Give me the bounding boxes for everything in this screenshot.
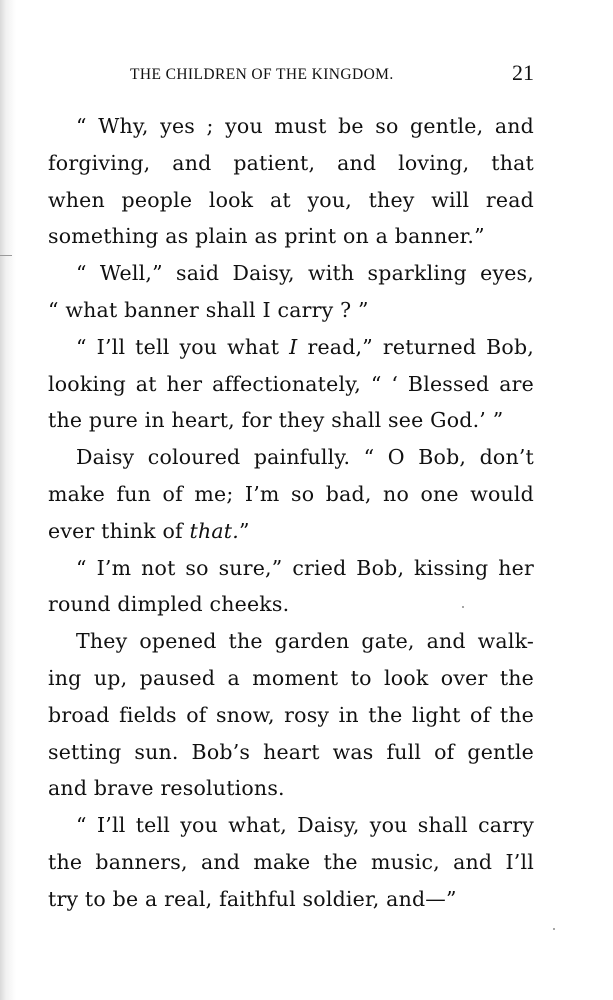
page-edge-mark (0, 255, 12, 256)
text-segment: Daisy coloured painfully. “ O Bob, don’t (76, 445, 534, 470)
text-line (48, 770, 534, 807)
page-header (48, 60, 534, 88)
text-segment: the banners, and make the music, and I’ll (48, 849, 534, 874)
text-segment: “ I’m not so sure,” cried Bob, kissing her (76, 555, 534, 580)
text-segment: something as plain as print on a banner.” (48, 224, 485, 249)
body-text (48, 108, 534, 918)
text-line (48, 292, 534, 329)
text-line (48, 145, 534, 182)
text-segment: forgiving, and patient, and loving, that (48, 150, 534, 175)
text-segment: “ I’ll tell you what, Daisy, you shall carry (76, 813, 534, 838)
text-segment: “ Well,” said Daisy, with sparkling eyes, (76, 261, 534, 286)
text-line (48, 513, 534, 550)
text-line (48, 218, 534, 255)
running-title: THE CHILDREN OF THE KINGDOM. (130, 66, 394, 83)
italic-text: that. (189, 518, 239, 543)
italic-text: I (289, 334, 298, 359)
text-line (48, 881, 534, 918)
page-number: 21 (512, 60, 534, 85)
text-line (48, 734, 534, 771)
paper-speck (553, 928, 555, 930)
text-line (48, 182, 534, 219)
text-segment: make fun of me; I’m so bad, no one would (48, 481, 534, 506)
text-line (48, 439, 534, 476)
text-segment: and brave resolutions. (48, 776, 285, 801)
text-segment: broad fields of snow, rosy in the light of the (48, 702, 534, 727)
text-line (48, 586, 534, 623)
text-segment: ever think of (48, 518, 190, 543)
text-segment: round dimpled cheeks. (48, 592, 290, 617)
text-segment: the pure in heart, for they shall see God.’ ” (48, 408, 504, 433)
text-segment: try to be a real, faithful soldier, and—” (48, 886, 457, 911)
text-segment: “ what banner shall I carry ? ” (48, 297, 369, 322)
text-line (48, 366, 534, 403)
text-segment: ” (238, 518, 250, 543)
text-line (48, 108, 534, 145)
text-line (48, 660, 534, 697)
text-segment: looking at her affectionately, “ ‘ Blessed are (48, 371, 534, 396)
text-segment: setting sun. Bob’s heart was full of gentle (48, 739, 534, 764)
text-line (48, 550, 534, 587)
text-line (48, 329, 534, 366)
text-line (48, 402, 534, 439)
text-line (48, 697, 534, 734)
text-segment: when people look at you, they will read (48, 187, 534, 212)
text-line (48, 255, 534, 292)
text-segment: “ Why, yes ; you must be so gentle, and (76, 114, 534, 138)
text-segment: They opened the garden gate, and walk- (76, 629, 534, 654)
text-line (48, 476, 534, 513)
text-segment: read,” returned Bob, (297, 334, 534, 359)
text-line (48, 623, 534, 660)
text-segment: “ I’ll tell you what (76, 334, 290, 359)
text-line (48, 807, 534, 844)
text-line (48, 844, 534, 881)
text-segment: ing up, paused a moment to look over the (48, 665, 534, 690)
